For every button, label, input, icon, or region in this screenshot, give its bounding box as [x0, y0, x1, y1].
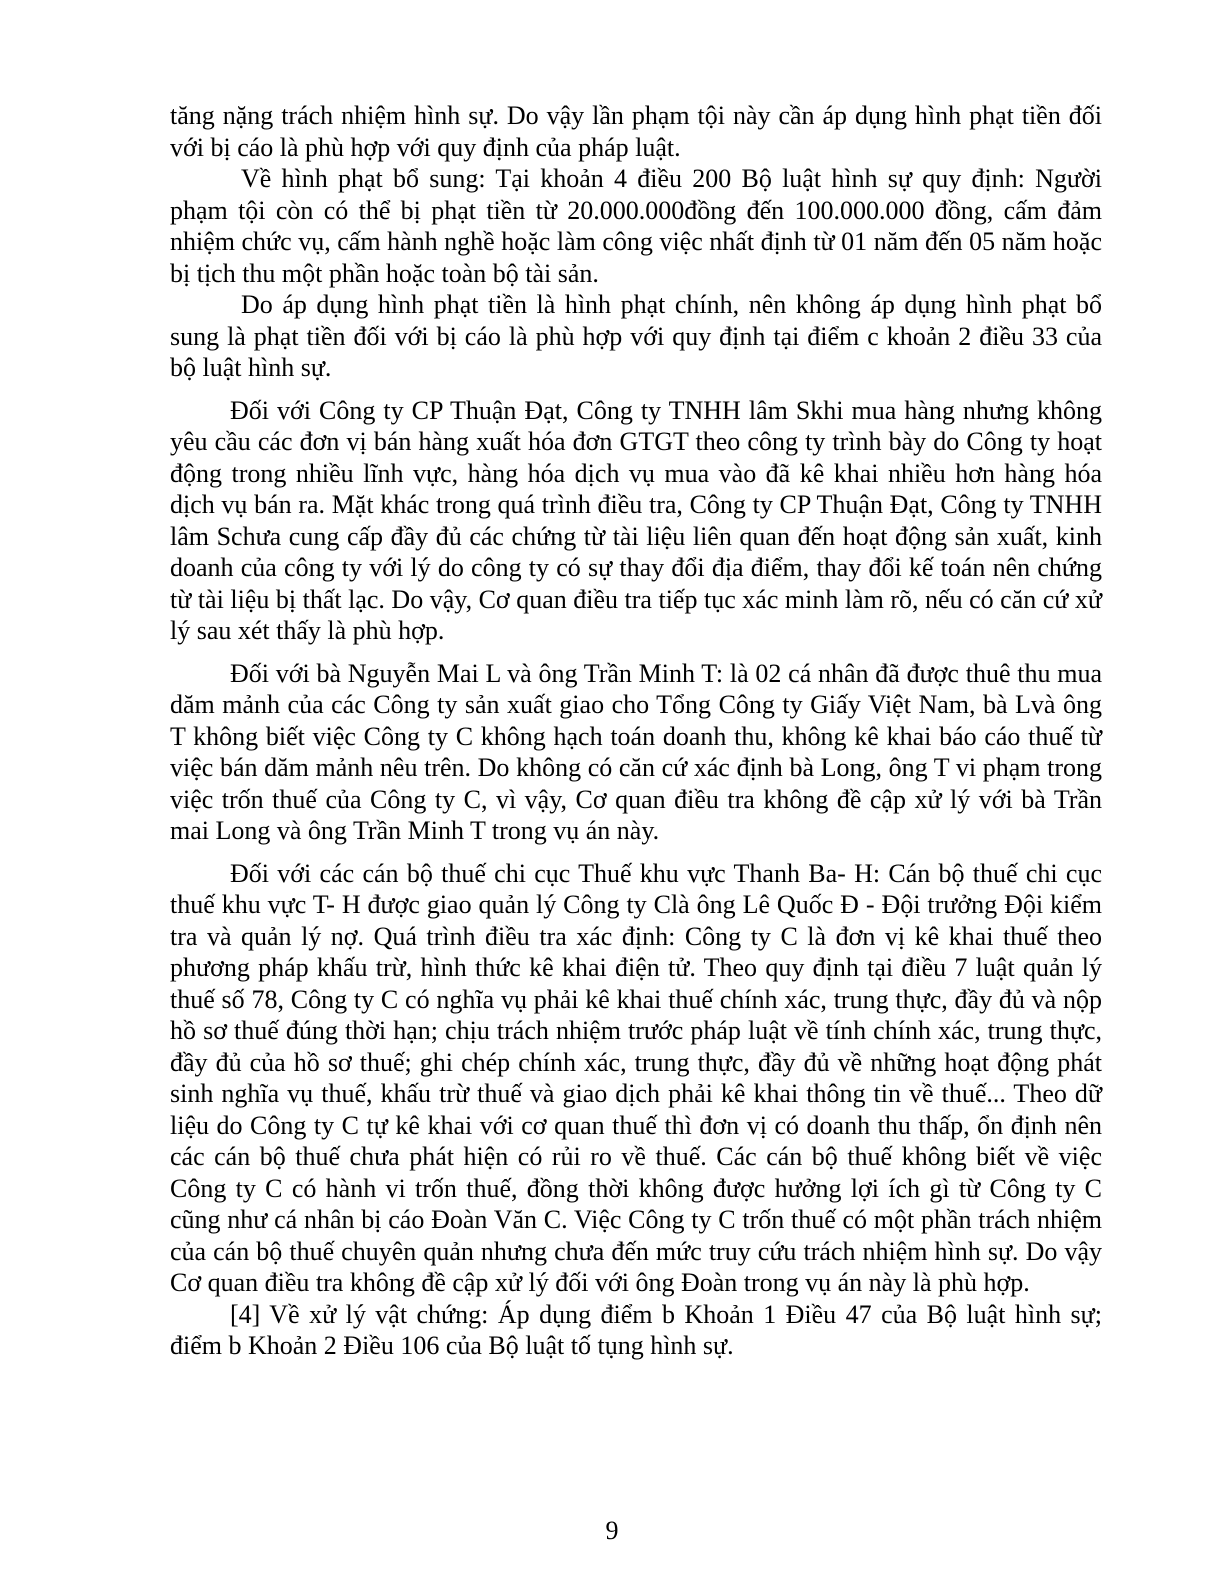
paragraph-penalty-continuation: tăng nặng trách nhiệm hình sự. Do vậy lần phạm tội này cần áp dụng hình phạt tiền đối với bị cáo là phù hợp với quy định của pháp luật. — [170, 101, 1102, 162]
paragraph-thuan-dat-company: Đối với Công ty CP Thuận Đạt, Công ty TNHH lâm Skhi mua hàng nhưng không yêu cầu các đơn vị bán hàng xuất hóa đơn GTGT theo công ty trình bày do Công ty hoạt động trong nhiều lĩnh vực, hàng hóa dịch vụ mua vào đã kê khai nhiều hơn hàng hóa dịch vụ bán ra. Mặt khác trong quá trình điều tra, Công ty CP Thuận Đạt, Công ty TNHH lâm Schưa cung cấp đầy đủ các chứng từ tài liệu liên quan đến hoạt động sản xuất, kinh doanh của công ty với lý do công ty có sự thay đổi địa điểm, thay đổi kế toán nên chứng từ tài liệu bị thất lạc. Do vậy, Cơ quan điều tra tiếp tục xác minh làm rõ, nếu có căn cứ xử lý sau xét thấy là phù hợp. — [170, 395, 1102, 645]
paragraph-no-additional-fine: Do áp dụng hình phạt tiền là hình phạt chính, nên không áp dụng hình phạt bổ sung là phạt tiền đối với bị cáo là phù hợp với quy định tại điểm c khoản 2 điều 33 của bộ luật hình sự. — [170, 290, 1102, 382]
paragraph-additional-penalty: Về hình phạt bổ sung: Tại khoản 4 điều 200 Bộ luật hình sự quy định: Người phạm tội còn có thể bị phạt tiền từ 20.000.000đồng đến 100.000.000 đồng, cấm đảm nhiệm chức vụ, cấm hành nghề hoặc làm công việc nhất định từ 01 năm đến 05 năm hoặc bị tịch thu một phần hoặc toàn bộ tài sản. — [170, 164, 1102, 288]
paragraph-evidence-handling: [4] Về xử lý vật chứng: Áp dụng điểm b Khoản 1 Điều 47 của Bộ luật hình sự; điểm b Khoản 2 Điều 106 của Bộ luật tố tụng hình sự. — [170, 1299, 1102, 1360]
page-number: 9 — [605, 1516, 619, 1545]
paragraph-individuals-l-and-t: Đối với bà Nguyễn Mai L và ông Trần Minh T: là 02 cá nhân đã được thuê thu mua dăm mảnh của các Công ty sản xuất giao cho Tổng Công ty Giấy Việt Nam, bà Lvà ông T không biết việc Công ty C không hạch toán doanh thu, không kê khai báo cáo thuế từ việc bán dăm mảnh nêu trên. Do không có căn cứ xác định bà Long, ông T vi phạm trong việc trốn thuế của Công ty C, vì vậy, Cơ quan điều tra không đề cập xử lý với bà Trần mai Long và ông Trần Minh T trong vụ án này. — [170, 658, 1102, 845]
document-body — [170, 100, 1102, 1362]
paragraph-tax-officers: Đối với các cán bộ thuế chi cục Thuế khu vực Thanh Ba- H: Cán bộ thuế chi cục thuế khu vực T- H được giao quản lý Công ty Clà ông Lê Quốc Đ - Đội trưởng Đội kiểm tra và quản lý nợ. Quá trình điều tra xác định: Công ty C là đơn vị kê khai thuế theo phương pháp khấu trừ, hình thức kê khai điện tử. Theo quy định tại điều 7 luật quản lý thuế số 78, Công ty C có nghĩa vụ phải kê khai thuế chính xác, trung thực, đầy đủ và nộp hồ sơ thuế đúng thời hạn; chịu trách nhiệm trước pháp luật về tính chính xác, trung thực, đầy đủ của hồ sơ thuế; ghi chép chính xác, trung thực, đầy đủ về những hoạt động phát sinh nghĩa vụ thuế, khấu trừ thuế và giao dịch phải kê khai thông tin về thuế... Theo dữ liệu do Công ty C tự kê khai với cơ quan thuế thì đơn vị có doanh thu thấp, ổn định nên các cán bộ thuế chưa phát hiện có rủi ro về thuế. Các cán bộ thuế không biết về việc Công ty C có hành vi trốn thuế, đồng thời không được hưởng lợi ích gì từ Công ty C cũng như cá nhân bị cáo Đoàn Văn C. Việc Công ty C trốn thuế có một phần trách nhiệm của cán bộ thuế chuyên quản nhưng chưa đến mức truy cứu trách nhiệm hình sự. Do vậy Cơ quan điều tra không đề cập xử lý đối với ông Đoàn trong vụ án này là phù hợp. — [170, 858, 1102, 1297]
